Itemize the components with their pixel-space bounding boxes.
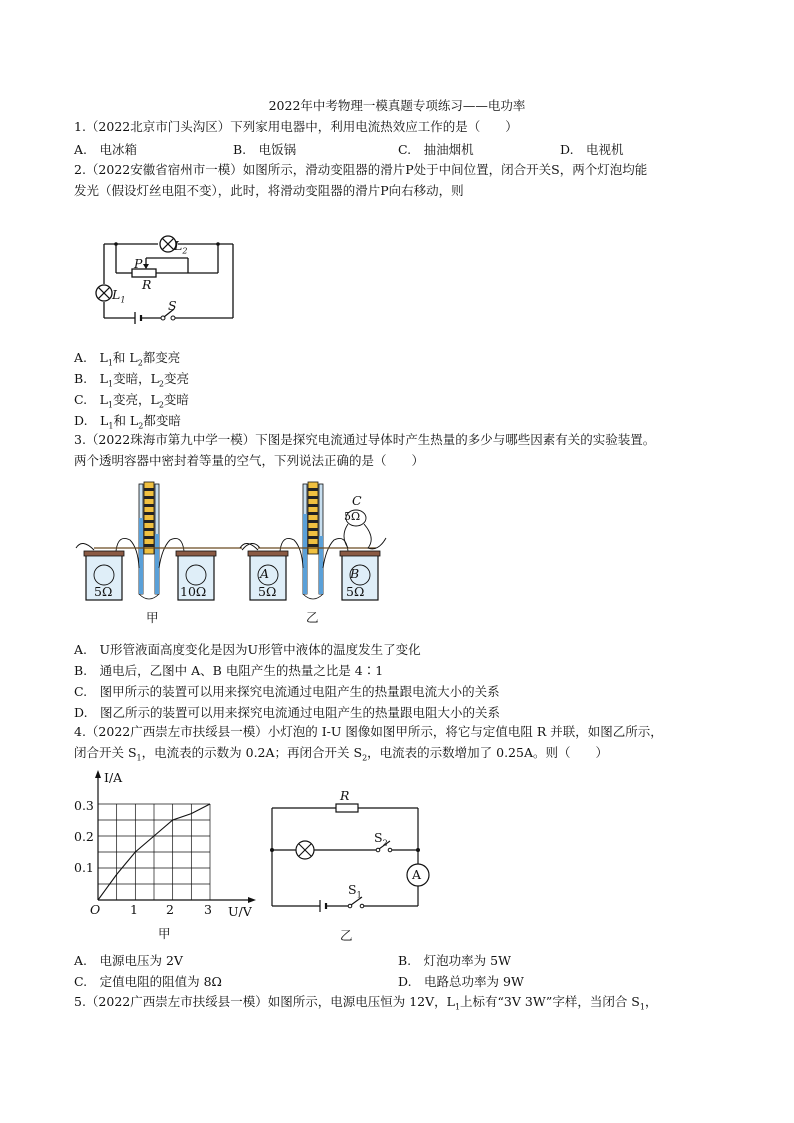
x-tick-label: 2 <box>166 902 174 917</box>
x-tick-label: 3 <box>204 902 212 917</box>
q2-label-l1: $L_1$ <box>112 287 126 305</box>
q3-option-c: C. 图甲所示的装置可以用来探究电流通过电阻产生的热量跟电流大小的关系 <box>74 684 500 699</box>
q2-label-s: S <box>168 298 177 313</box>
q3-stem-line1: 3.（2022珠海市第九中学一模）下图是探究电流通过导体时产生热量的多少与哪些因素有关的实验装置。 <box>74 432 656 447</box>
q4-circuit-a: A <box>412 867 422 882</box>
q3-stem-line2: 两个透明容器中密封着等量的空气，下列说法正确的是（ ） <box>74 453 425 468</box>
x-tick-label: 1 <box>130 902 138 917</box>
lamp-icon <box>296 841 314 859</box>
q3-right-c: C <box>352 493 362 508</box>
q5-stem: 5.（2022广西崇左市扶绥县一模）如图所示，电源电压恒为 12V，$L_1$上标有“3V 3W”字样，当闭合 $S_1$， <box>74 994 658 1012</box>
q3-right-b: B <box>350 566 360 581</box>
q2-option-c: C. $L_1$变亮，$L_2$变暗 <box>74 392 189 410</box>
q4-stem-line1: 4.（2022广西崇左市扶绥县一模）小灯泡的 I-U 图像如图甲所示，将它与定值电阻 R 并联，如图乙所示， <box>74 724 663 739</box>
q2-stem-line2: 发光（假设灯丝电阻不变），此时，将滑动变阻器的滑片P向右移动，则 <box>74 183 464 198</box>
q3-right-r2: 5Ω <box>346 584 365 599</box>
y-tick-label: 0.1 <box>74 860 94 875</box>
q2-stem-line1: 2.（2022安徽省宿州市一模）如图所示，滑动变阻器的滑片P处于中间位置，闭合开关S，两个灯泡均能 <box>74 162 648 177</box>
q4-graph-xlabel: U/V <box>228 904 252 919</box>
apparatus-right <box>240 482 386 600</box>
q3-right-r1: 5Ω <box>258 584 277 599</box>
q4-circuit-s2: $S_2$ <box>374 830 388 848</box>
q1-option-c: C. 抽油烟机 <box>398 142 474 157</box>
y-tick-label: 0.3 <box>74 798 94 813</box>
q4-circuit-r: R <box>340 788 350 803</box>
q4-option-b: B. 灯泡功率为 5W <box>398 953 511 968</box>
q3-right-c-r: 5Ω <box>344 510 361 523</box>
q3-left-r1: 5Ω <box>94 584 113 599</box>
q4-option-d: D. 电路总功率为 9W <box>398 974 524 989</box>
q3-right-a: A <box>260 566 270 581</box>
q4-graph-ylabel: I/A <box>104 770 123 785</box>
q3-left-name: 甲 <box>146 610 159 625</box>
resistor-icon <box>336 804 358 812</box>
lamp-l1-icon <box>96 285 112 301</box>
q3-right-name: 乙 <box>306 610 319 625</box>
q1-option-b: B. 电饭锅 <box>233 142 297 157</box>
q3-apparatus-diagram <box>72 478 392 608</box>
q4-option-c: C. 定值电阻的阻值为 8Ω <box>74 974 222 989</box>
page-title: 2022年中考物理一模真题专项练习——电功率 <box>268 98 526 113</box>
q2-label-r: R <box>142 277 152 292</box>
q4-graph-origin: O <box>90 902 101 917</box>
apparatus-left <box>76 482 260 600</box>
q1-option-d: D. 电视机 <box>560 142 624 157</box>
q3-option-d: D. 图乙所示的装置可以用来探究电流通过电阻产生的热量跟电阻大小的关系 <box>74 705 501 720</box>
q2-label-p: P <box>134 256 143 271</box>
q2-option-b: B. $L_1$变暗，$L_2$变亮 <box>74 371 189 389</box>
q3-option-a: A. U形管液面高度变化是因为U形管中液体的温度发生了变化 <box>74 642 421 657</box>
y-tick-label: 0.2 <box>74 829 94 844</box>
q1-option-a: A. 电冰箱 <box>74 142 138 157</box>
q4-circuit-name: 乙 <box>340 928 353 943</box>
q4-circuit-s1: $S_1$ <box>348 882 362 900</box>
q2-option-a: A. $L_1$和 $L_2$都变亮 <box>74 350 181 368</box>
q3-left-r2: 10Ω <box>180 584 207 599</box>
q3-option-b: B. 通电后，乙图中 A、B 电阻产生的热量之比是 4∶1 <box>74 663 384 678</box>
q4-option-a: A. 电源电压为 2V <box>74 953 183 968</box>
q4-stem-line2: 闭合开关 $S_1$，电流表的示数为 0.2A；再闭合开关 $S_2$，电流表的示数增加了 0.25A。则（ ） <box>74 745 608 763</box>
y-axis-arrow <box>95 770 101 778</box>
q2-label-l2: $L_2$ <box>174 238 188 256</box>
q1-stem: 1.（2022北京市门头沟区）下列家用电器中，利用电流热效应工作的是（ ） <box>74 119 518 134</box>
q2-circuit-diagram <box>88 218 248 330</box>
q4-graph-name: 甲 <box>158 926 171 941</box>
x-axis-arrow <box>248 897 256 903</box>
q2-option-d: D. $L_1$和 $L_2$都变暗 <box>74 413 181 431</box>
